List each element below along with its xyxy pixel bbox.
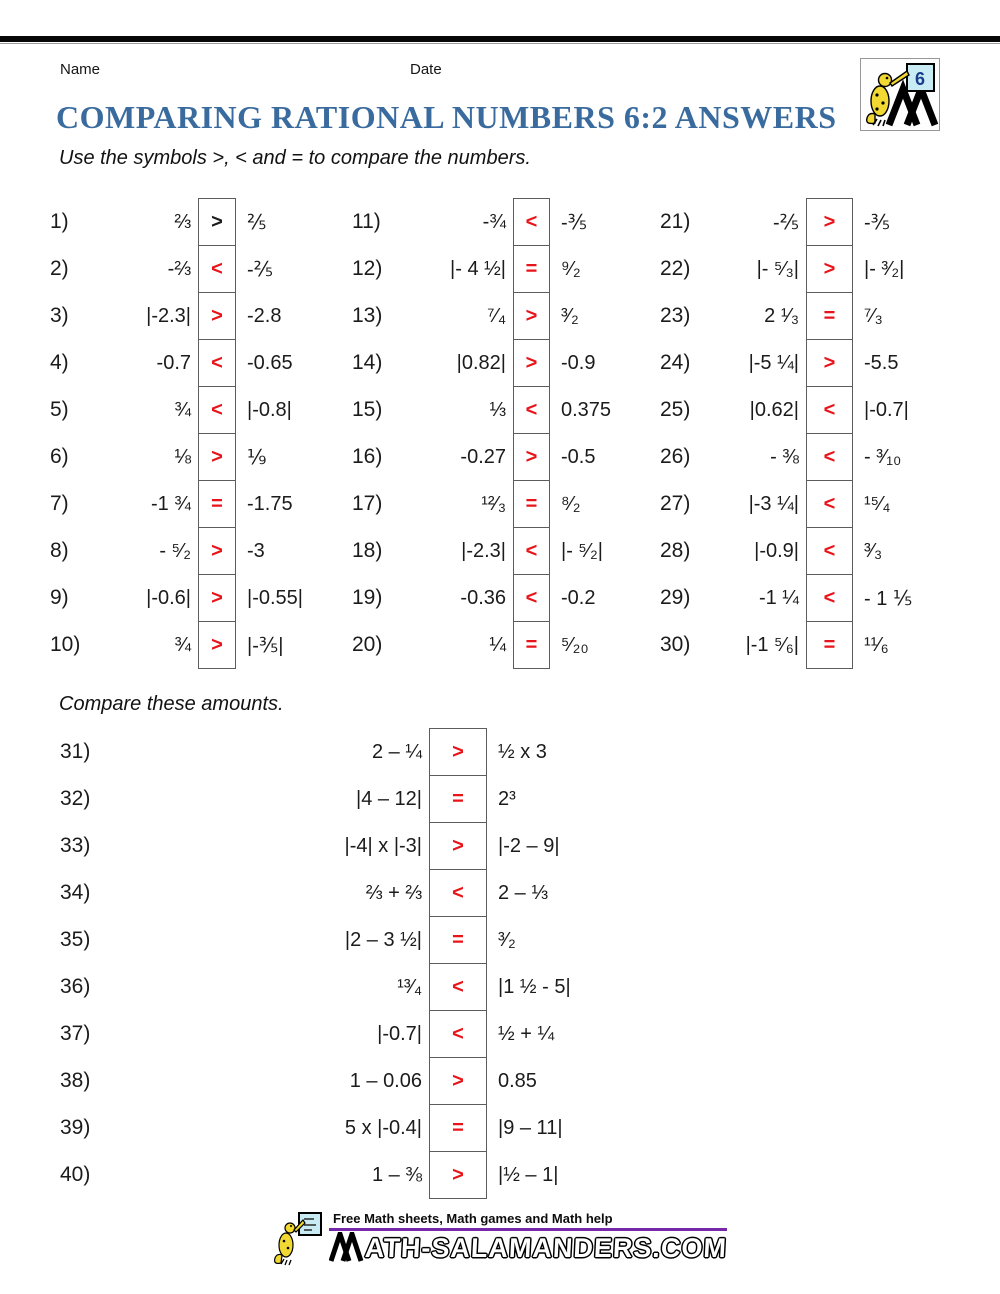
problem-right-value: 0.85 (498, 1069, 537, 1092)
problem-right-value: ½ x 3 (498, 740, 547, 763)
problem-left-value: |-0.7| (377, 1022, 422, 1045)
answer-box (807, 387, 853, 434)
problem-row (352, 199, 679, 246)
answer-symbol: > (525, 304, 538, 327)
answer-symbol: < (823, 398, 836, 421)
problem-left-value: -⅖ (772, 211, 799, 234)
answer-box (430, 1152, 487, 1199)
answer-box (199, 199, 236, 246)
answer-symbol: < (525, 539, 538, 562)
problem-row (352, 340, 679, 387)
problem-row (660, 575, 982, 622)
problem-number: 25) (660, 398, 691, 421)
problem-left-value: |-0.9| (754, 539, 799, 562)
problem-left-value: 1 – 0.06 (349, 1069, 422, 1092)
answer-symbol: = (452, 787, 464, 810)
problem-number: 29) (660, 586, 691, 609)
footer-wordmark (329, 1232, 727, 1262)
problem-row (60, 870, 728, 917)
problem-left-value: -0.36 (460, 586, 506, 609)
problem-right-value: - 1 ⅕ (864, 587, 913, 610)
problem-row (50, 528, 365, 575)
answer-symbol: < (525, 210, 538, 233)
answer-symbol: > (452, 834, 464, 857)
problem-number: 24) (660, 351, 691, 374)
problem-left-value: |-0.6| (146, 586, 191, 609)
problem-left-value: - ⅜ (770, 445, 799, 468)
problem-right-value: -0.9 (561, 351, 596, 374)
answer-symbol: > (211, 633, 223, 656)
date-label: Date (410, 61, 442, 78)
answer-box (807, 481, 853, 528)
answer-box (430, 917, 487, 964)
answer-box (430, 964, 487, 1011)
problem-row (352, 434, 679, 481)
problems-column-3 (660, 198, 982, 669)
answer-box (807, 434, 853, 481)
problem-left-value: ⅔ + ⅔ (365, 881, 422, 904)
problem-number: 35) (60, 928, 91, 951)
answer-box (807, 199, 853, 246)
problem-row (660, 246, 982, 293)
problem-number: 32) (60, 787, 91, 810)
problem-row (60, 823, 728, 870)
answer-box (199, 293, 236, 340)
answer-box (199, 575, 236, 622)
problem-left-value: -0.7 (156, 351, 191, 374)
problem-row (50, 293, 365, 340)
answer-symbol: < (823, 586, 836, 609)
answer-symbol: > (525, 351, 538, 374)
problem-row (60, 917, 728, 964)
answer-box (430, 776, 487, 823)
problem-left-value: ⅓ (489, 398, 506, 421)
problem-right-value: 0.375 (561, 398, 612, 421)
answer-symbol: = (211, 492, 223, 515)
problem-left-value: |0.82| (456, 351, 506, 374)
problem-number: 3) (50, 304, 69, 327)
top-divider (0, 36, 1000, 44)
footer-salamander-icon (273, 1211, 325, 1267)
problem-right-value: -⅖ (247, 258, 274, 281)
problem-right-value: -3 (247, 539, 265, 562)
answer-box (199, 340, 236, 387)
problem-left-value: -0.27 (460, 445, 506, 468)
problem-row (60, 964, 728, 1011)
problem-number: 30) (660, 633, 691, 656)
problem-right-value: ½ + ¼ (498, 1022, 555, 1045)
problem-row (352, 246, 679, 293)
problem-row (660, 340, 982, 387)
problem-number: 18) (352, 539, 383, 562)
problem-left-value: |-2.3| (146, 304, 191, 327)
answer-box (430, 1105, 487, 1152)
answer-box (514, 622, 550, 669)
problem-left-value: -⅔ (167, 257, 191, 280)
problem-number: 9) (50, 586, 69, 609)
problem-right-value: -0.65 (247, 351, 293, 374)
wordmark-m-icon (329, 1232, 369, 1262)
problem-right-value: ⁷⁄₃ (864, 304, 883, 327)
answer-box (199, 528, 236, 575)
problem-left-value: ⅛ (174, 445, 191, 468)
page-title: COMPARING RATIONAL NUMBERS 6:2 ANSWERS (56, 99, 837, 135)
problem-right-value: -5.5 (864, 351, 899, 374)
problem-row (60, 1152, 728, 1199)
problem-right-value: |½ – 1| (498, 1163, 559, 1186)
problem-number: 37) (60, 1022, 91, 1045)
answer-symbol: > (823, 257, 836, 280)
problem-number: 17) (352, 492, 383, 515)
problem-right-value: |9 – 11| (498, 1116, 563, 1139)
answer-box (199, 481, 236, 528)
problem-number: 36) (60, 975, 91, 998)
problem-row (50, 481, 365, 528)
wordmark-text: ATH-SALAMANDERS.COM (364, 1233, 728, 1263)
answer-symbol: = (525, 633, 538, 656)
answer-symbol: < (211, 351, 223, 374)
answer-symbol: < (452, 975, 464, 998)
problem-row (352, 528, 679, 575)
problem-row (660, 387, 982, 434)
problem-right-value: ¹⁵⁄₄ (864, 492, 891, 515)
problem-left-value: -¾ (482, 210, 506, 233)
answer-symbol: < (525, 398, 538, 421)
answer-box (514, 575, 550, 622)
problem-number: 6) (50, 445, 69, 468)
problem-right-value: ¹¹⁄₆ (864, 633, 889, 656)
problem-left-value: ⅔ (174, 210, 191, 233)
answer-symbol: = (823, 304, 836, 327)
answer-symbol: > (211, 210, 223, 233)
footer-tagline: Free Math sheets, Math games and Math help (333, 1211, 613, 1226)
answer-symbol: = (452, 928, 464, 951)
problem-left-value: |- 4 ½| (450, 257, 506, 280)
problem-row (60, 729, 728, 776)
problem-right-value: ³⁄₃ (864, 539, 883, 562)
problem-right-value: |1 ½ - 5| (498, 975, 571, 998)
problem-right-value: |-2 – 9| (498, 834, 560, 857)
problem-number: 13) (352, 304, 383, 327)
answer-box (430, 823, 487, 870)
problem-row (352, 575, 679, 622)
problem-left-value: ¼ (489, 633, 506, 656)
answer-symbol: > (211, 445, 223, 468)
answer-symbol: > (211, 539, 223, 562)
problem-row (660, 293, 982, 340)
problem-right-value: ³⁄₂ (498, 928, 516, 951)
answer-box (199, 434, 236, 481)
problem-number: 15) (352, 398, 383, 421)
problem-right-value: ⁵⁄₂₀ (561, 633, 589, 656)
problem-row (60, 1105, 728, 1152)
problem-row (660, 481, 982, 528)
answer-symbol: = (823, 633, 836, 656)
problem-right-value: 2 – ⅓ (498, 881, 549, 904)
logo-graphic (861, 59, 939, 130)
instructions-text: Use the symbols >, < and = to compare the numbers. (59, 147, 531, 169)
answer-symbol: < (823, 492, 836, 515)
problem-number: 11) (352, 210, 381, 233)
problem-right-value: ⁸⁄₂ (561, 492, 581, 515)
problem-left-value: |0.62| (749, 398, 799, 421)
problem-number: 19) (352, 586, 383, 609)
problem-row (660, 199, 982, 246)
name-label: Name (60, 61, 101, 78)
problem-number: 12) (352, 257, 383, 280)
problem-left-value: |-2.3| (461, 539, 506, 562)
answer-box (430, 1058, 487, 1105)
problem-row (60, 1011, 728, 1058)
problem-row (50, 246, 365, 293)
problem-right-value: ⁹⁄₂ (561, 257, 581, 280)
logo-m-icon (889, 89, 935, 125)
problem-left-value: 5 x |-0.4| (344, 1116, 422, 1139)
section-heading: Compare these amounts. (59, 693, 284, 715)
problem-number: 23) (660, 304, 691, 327)
problem-number: 38) (60, 1069, 91, 1092)
answer-symbol: > (452, 1163, 464, 1186)
footer-divider (329, 1228, 727, 1231)
problem-row (660, 434, 982, 481)
problem-number: 26) (660, 445, 691, 468)
problem-row (660, 528, 982, 575)
answer-symbol: < (823, 445, 836, 468)
answer-symbol: = (525, 492, 538, 515)
problem-left-value: |- ⁵⁄₃| (756, 257, 799, 280)
answer-box (430, 870, 487, 917)
problems-column-2 (352, 198, 679, 669)
answer-box (514, 528, 550, 575)
problem-number: 21) (660, 210, 691, 233)
problem-left-value: ⁷⁄₄ (487, 304, 506, 327)
answer-symbol: < (823, 539, 836, 562)
answer-symbol: > (525, 445, 538, 468)
problem-right-value: |- ³⁄₂| (864, 257, 905, 280)
problem-left-value: |-4| x |-3| (344, 834, 422, 857)
answer-box (199, 387, 236, 434)
problem-left-value: - ⁵⁄₂ (159, 539, 191, 562)
compare-amounts-grid (60, 728, 728, 1199)
problem-number: 34) (60, 881, 91, 904)
answer-symbol: > (823, 210, 836, 233)
problem-left-value: 1 – ⅜ (371, 1163, 422, 1186)
answer-symbol: > (211, 586, 223, 609)
problem-right-value: ⅑ (247, 446, 267, 469)
problem-left-value: |-3 ¼| (748, 492, 799, 515)
problem-right-value: -⅗ (561, 211, 588, 234)
problem-right-value: -2.8 (247, 304, 282, 327)
logo-grade-badge (907, 64, 934, 91)
problem-number: 33) (60, 834, 91, 857)
problem-left-value: |-5 ¼| (748, 351, 799, 374)
problem-number: 28) (660, 539, 691, 562)
answer-symbol: > (452, 1069, 464, 1092)
answer-symbol: < (452, 881, 464, 904)
svg-text:6: 6 (914, 69, 926, 89)
problem-number: 1) (50, 210, 69, 233)
problem-number: 22) (660, 257, 691, 280)
answer-symbol: > (823, 351, 836, 374)
answer-box (807, 575, 853, 622)
problem-row (50, 340, 365, 387)
problem-number: 20) (352, 633, 383, 656)
problem-left-value: ¾ (174, 398, 191, 421)
problem-right-value: |-⅗| (247, 634, 284, 657)
problem-right-value: 2³ (498, 787, 516, 810)
answer-box (514, 434, 550, 481)
problem-right-value: -0.5 (561, 445, 596, 468)
answer-symbol: = (452, 1116, 464, 1139)
problem-number: 5) (50, 398, 69, 421)
answer-box (199, 622, 236, 669)
problem-number: 4) (50, 351, 69, 374)
problem-row (50, 622, 365, 669)
answer-box (199, 246, 236, 293)
answer-box (430, 729, 487, 776)
site-logo (860, 58, 940, 131)
problem-left-value: |-1 ⁵⁄₆| (745, 633, 799, 656)
answer-box (807, 246, 853, 293)
answer-symbol: < (525, 586, 538, 609)
problem-left-value: |4 – 12| (356, 787, 422, 810)
problem-left-value: ¾ (174, 633, 191, 656)
problems-column-1 (50, 198, 365, 669)
problem-row (352, 387, 679, 434)
problem-row (660, 622, 982, 669)
answer-box (514, 387, 550, 434)
answer-box (514, 246, 550, 293)
answer-box (807, 340, 853, 387)
answer-symbol: > (211, 304, 223, 327)
answer-box (514, 481, 550, 528)
answer-box (807, 622, 853, 669)
answer-box (514, 293, 550, 340)
problem-row (50, 434, 365, 481)
problem-number: 27) (660, 492, 691, 515)
problem-right-value: -0.2 (561, 586, 596, 609)
problem-number: 2) (50, 257, 69, 280)
problem-right-value: -⅗ (864, 211, 891, 234)
problem-number: 16) (352, 445, 383, 468)
problem-left-value: |2 – 3 ½| (344, 928, 422, 951)
problem-left-value: 2 ¹⁄₃ (764, 304, 799, 327)
problem-number: 14) (352, 351, 383, 374)
problem-row (60, 776, 728, 823)
problem-left-value: 2 – ¼ (371, 740, 422, 763)
problem-left-value: -1 ¼ (758, 586, 799, 609)
problem-right-value: |-0.8| (247, 398, 292, 421)
footer-logo (0, 1211, 1000, 1267)
problem-number: 31) (60, 740, 91, 763)
problem-row (50, 199, 365, 246)
answer-box (807, 293, 853, 340)
problem-number: 7) (50, 492, 69, 515)
answer-symbol: < (211, 257, 223, 280)
answer-symbol: = (525, 257, 538, 280)
problem-left-value: ¹³⁄₄ (397, 975, 422, 998)
problem-number: 8) (50, 539, 69, 562)
problem-right-value: ³⁄₂ (561, 304, 579, 327)
answer-box (514, 199, 550, 246)
problem-row (352, 293, 679, 340)
answer-symbol: > (452, 740, 464, 763)
problem-row (352, 481, 679, 528)
problem-right-value: |-0.55| (247, 586, 303, 609)
problem-number: 39) (60, 1116, 91, 1139)
answer-box (514, 340, 550, 387)
answer-symbol: < (452, 1022, 464, 1045)
problem-row (352, 622, 679, 669)
answer-box (430, 1011, 487, 1058)
problem-row (60, 1058, 728, 1105)
problem-right-value: -1.75 (247, 492, 293, 515)
problem-row (50, 387, 365, 434)
problem-right-value: - ³⁄₁₀ (864, 445, 902, 468)
problem-right-value: |-0.7| (864, 398, 909, 421)
problem-right-value: ⅖ (247, 211, 267, 234)
problem-row (50, 575, 365, 622)
problem-right-value: |- ⁵⁄₂| (561, 539, 604, 562)
problem-left-value: ¹²⁄₃ (481, 492, 506, 515)
problem-number: 40) (60, 1163, 91, 1186)
answer-box (807, 528, 853, 575)
problem-left-value: -1 ¾ (150, 492, 191, 515)
answer-symbol: < (211, 398, 223, 421)
problem-number: 10) (50, 633, 81, 656)
